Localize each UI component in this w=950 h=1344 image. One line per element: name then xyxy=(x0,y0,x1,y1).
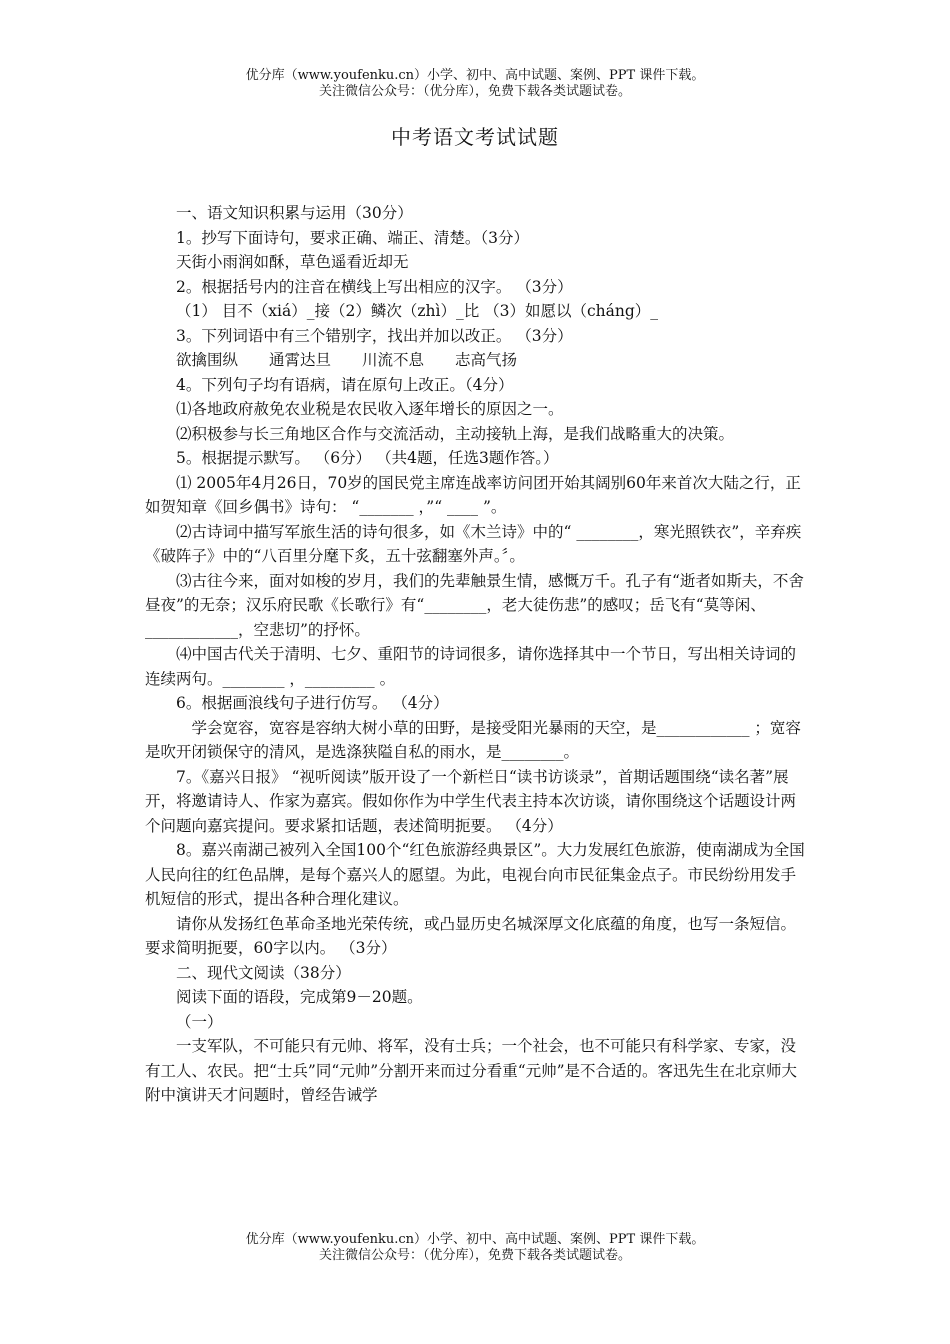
question-paragraph: （1） 目不（xiá）_接（2）鳞次（zhì）_比 （3）如愿以（cháng）_ xyxy=(176,302,659,320)
header-line-1: 优分库（www.youfenku.cn）小学、初中、高中试题、案例、PPT 课件下载。 xyxy=(245,68,705,83)
question-paragraph: ⑴各地政府赦免农业税是农民收入逐年增长的原因之一。 xyxy=(176,400,564,418)
section-heading: 二、现代文阅读（38分） xyxy=(176,963,351,982)
question-paragraph: ⑶古往今来，面对如梭的岁月，我们的先辈触景生情，感慨万千。孔子有“逝者如斯夫，不舍昼夜”的无奈；汉乐府民歌《长歌行》有“________，老大徒伤悲”的感叹；岳飞有“莫等闲、____________，空悲切”的抒怀。 xyxy=(145,571,804,639)
question-paragraph: ⑴ 2005年4月26日，70岁的国民党主席连战率访问团开始其阔别60年来首次大陆之行，正如贺知章《回乡偶书》诗句： “_______ ，”“ ____ ”。 xyxy=(145,473,801,516)
reading-passage: 一支军队，不可能只有元帅、将军，没有士兵；一个社会，也不可能只有科学家、专家，没有工人、农民。把“士兵”同“元帅”分割开来而过分看重“元帅”是不合适的。客迅先生在北京师大附中演讲天才问题时，曾经告诫学 xyxy=(145,1037,798,1104)
question-paragraph: 阅读下面的语段，完成第9－20题。 xyxy=(176,988,423,1006)
document-body xyxy=(145,201,805,1108)
question-paragraph: 学会宽容，宽容是容纳大树小草的田野，是接受阳光暴雨的天空，是____________ ；宽容是吹开闭锁保守的清风，是选涤狭隘自私的雨水，是________。 xyxy=(145,718,801,761)
question-paragraph: ⑵古诗词中描写军旅生活的诗句很多，如《木兰诗》中的“ ________，寒光照铁衣”，辛弃疾《破阵子》中的“八百里分麾下炙，五十弦翻塞外声。〞。 xyxy=(145,522,802,565)
question-paragraph: ⑷中国古代关于清明、七夕、重阳节的诗词很多，请你选择其中一个节日，写出相关诗词的连续两句。________ ，_________ 。 xyxy=(145,645,797,688)
question-paragraph: 请你从发扬红色革命圣地光荣传统，或凸显历史名城深厚文化底蕴的角度，也写一条短信。要求简明扼要，60字以内。 （3分） xyxy=(145,914,797,957)
page-footer xyxy=(0,1232,950,1264)
question-paragraph: 2。根据括号内的注音在横线上写出相应的汉字。 （3分） xyxy=(176,277,573,296)
question-paragraph: ⑵积极参与长三角地区合作与交流活动，主动接轨上海，是我们战略重大的决策。 xyxy=(176,424,735,443)
question-paragraph: 4。下列句子均有语病，请在原句上改正。（4分） xyxy=(176,375,514,394)
question-paragraph: 8。嘉兴南湖己被列入全国100个“红色旅游经典景区”。大力发展红色旅游，使南湖成为全国人民向往的红色品牌，是每个嘉兴人的愿望。为此，电视台向市民征集金点子。市民纷纷用发手机短信的形式，提出各种合理化建议。 xyxy=(145,841,805,908)
question-paragraph: 7。《嘉兴日报》 “视听阅读”版开设了一个新栏日“读书访谈录”，首期话题围绕“读名著”展开，将邀请诗人、作家为嘉宾。假如你作为中学生代表主持本次访谈，请你围绕这个话题设计两个问题向嘉宾提问。要求紧扣话题，表述简明扼要。 （4分） xyxy=(145,767,797,835)
question-paragraph: 5。根据提示默写。 （6分） （共4题，任选3题作答。） xyxy=(176,449,559,467)
question-paragraph: 3。下列词语中有三个错别字，找出并加以改正。 （3分） xyxy=(176,326,573,345)
question-paragraph: 6。根据画浪线句子进行仿写。 （4分） xyxy=(176,694,449,712)
page-title: 中考语文考试试题 xyxy=(391,125,559,149)
question-paragraph: 1。抄写下面诗句，要求正确、端正、清楚。（3分） xyxy=(176,228,529,247)
header-line-2: 关注微信公众号：（优分库），免费下载各类试题试卷。 xyxy=(318,84,631,99)
footer-line-1: 优分库（www.youfenku.cn）小学、初中、高中试题、案例、PPT 课件下载。 xyxy=(245,1232,705,1247)
word-list: 欲擒围纵 通霄达旦 川流不息 志高气扬 xyxy=(176,351,518,369)
section-heading: 一、语文知识积累与运用（30分） xyxy=(176,204,413,222)
subsection-marker: （一） xyxy=(176,1012,223,1031)
poem-line: 天街小雨润如酥，草色遥看近却无 xyxy=(176,253,409,271)
page-header xyxy=(0,68,950,100)
footer-line-2: 关注微信公众号：（优分库），免费下载各类试题试卷。 xyxy=(318,1248,631,1263)
